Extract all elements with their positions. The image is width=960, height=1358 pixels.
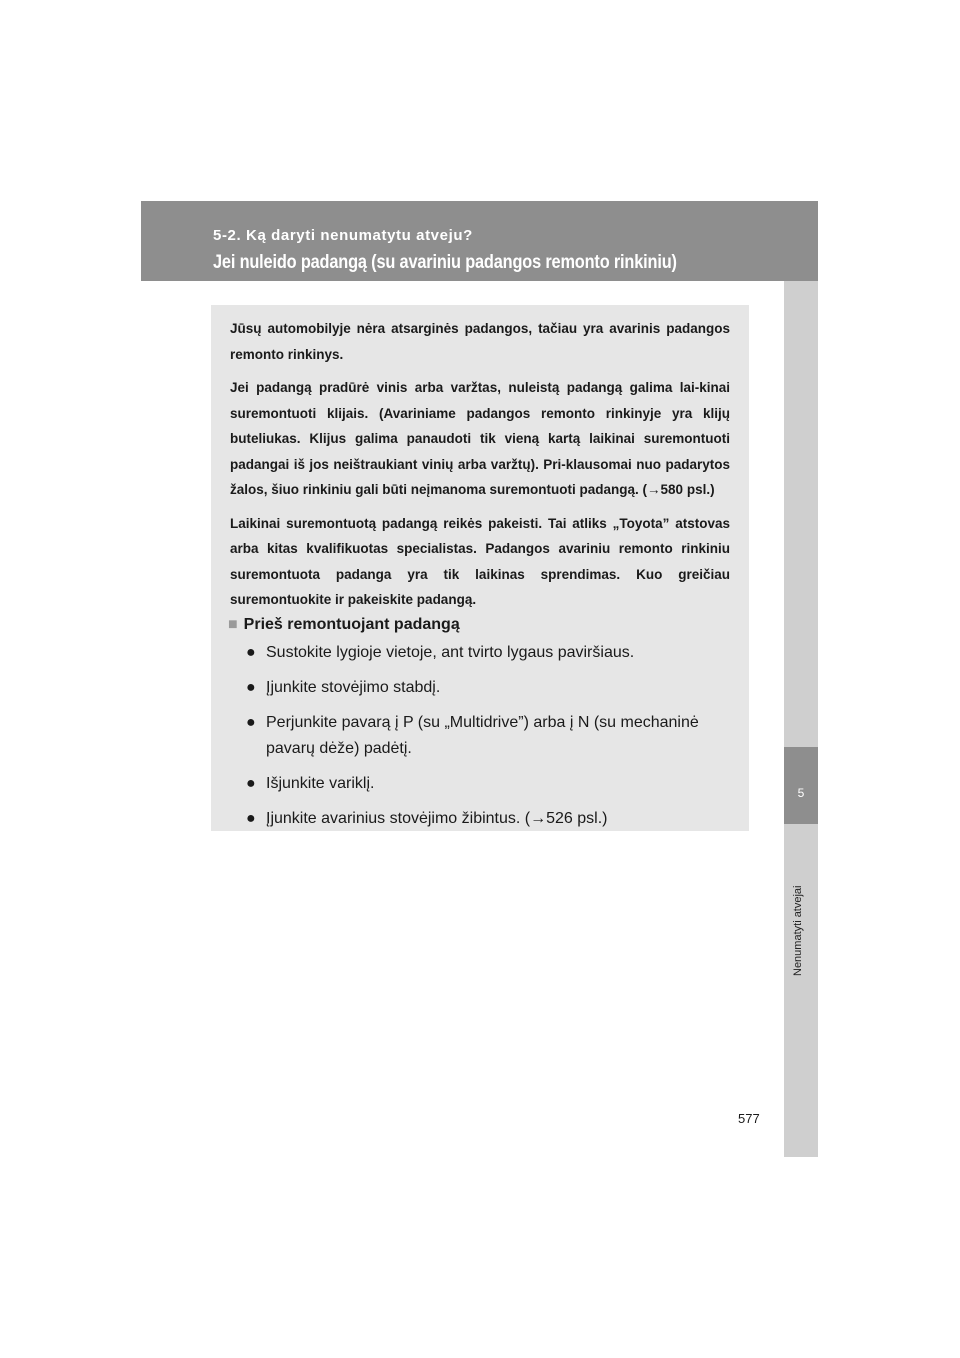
chapter-number: 5 <box>797 786 805 800</box>
bullet-icon: ● <box>246 679 256 696</box>
bullet-icon: ● <box>246 714 256 731</box>
page-number: 577 <box>738 1111 760 1126</box>
intro-text <box>230 316 730 621</box>
list-item: ● Išjunkite variklį. <box>246 771 736 797</box>
chapter-side-tab <box>784 281 818 1157</box>
section-heading <box>228 616 460 634</box>
page-title: Jei nuleido padangą (su avariniu padangos remonto rinkiniu) <box>213 252 677 273</box>
instruction-list <box>246 640 736 841</box>
bullet-icon: ● <box>246 644 256 661</box>
chapter-header <box>141 201 818 281</box>
square-marker-icon: ■ <box>228 616 238 633</box>
section-heading-text: Prieš remontuojant padangą <box>243 616 460 633</box>
section-label: 5-2. Ką daryti nenumatytu atveju? <box>213 227 473 244</box>
list-item: ● Įjunkite avarinius stovėjimo žibintus. (→526 psl.) <box>246 806 736 832</box>
list-item: ● Perjunkite pavarą į P (su „Multidrive”) arba į N (su mechaninė pavarų dėže) padėtį. <box>246 710 736 762</box>
list-item: ● Sustokite lygioje vietoje, ant tvirto lygaus paviršiaus. <box>246 640 736 666</box>
list-item: ● Įjunkite stovėjimo stabdį. <box>246 675 736 701</box>
bullet-icon: ● <box>246 810 256 827</box>
intro-paragraph-2: Jei padangą pradūrė vinis arba varžtas, nuleistą padangą galima lai-kinai suremontuoti klijais. (Avariniame padangos remonto rinkinyje yra klijų buteliukas. Klijus galima panaudoti tik vieną kartą laikinai suremontuoti padangai iš jos neištraukiant vinių arba varžtų). Pri-klausomai nuo padarytos žalos, šiuo rinkiniu gali būti neįmanoma suremontuoti padangą. (→580 psl.) <box>230 380 730 497</box>
bullet-icon: ● <box>246 775 256 792</box>
intro-paragraph-3: Laikinai suremontuotą padangą reikės pakeisti. Tai atliks „Toyota” atstovas arba kitas kvalifikuotas specialistas. Padangos avariniu remonto rinkiniu suremontuota padanga yra tik laikinas sprendimas. Kuo greičiau suremontuokite ir pakeiskite padangą. <box>230 515 730 607</box>
intro-paragraph-1: Jūsų automobilyje nėra atsarginės padangos, tačiau yra avarinis padangos remonto rinkinys. <box>230 321 730 362</box>
chapter-label: Nenumatyti atvejai <box>792 885 804 976</box>
